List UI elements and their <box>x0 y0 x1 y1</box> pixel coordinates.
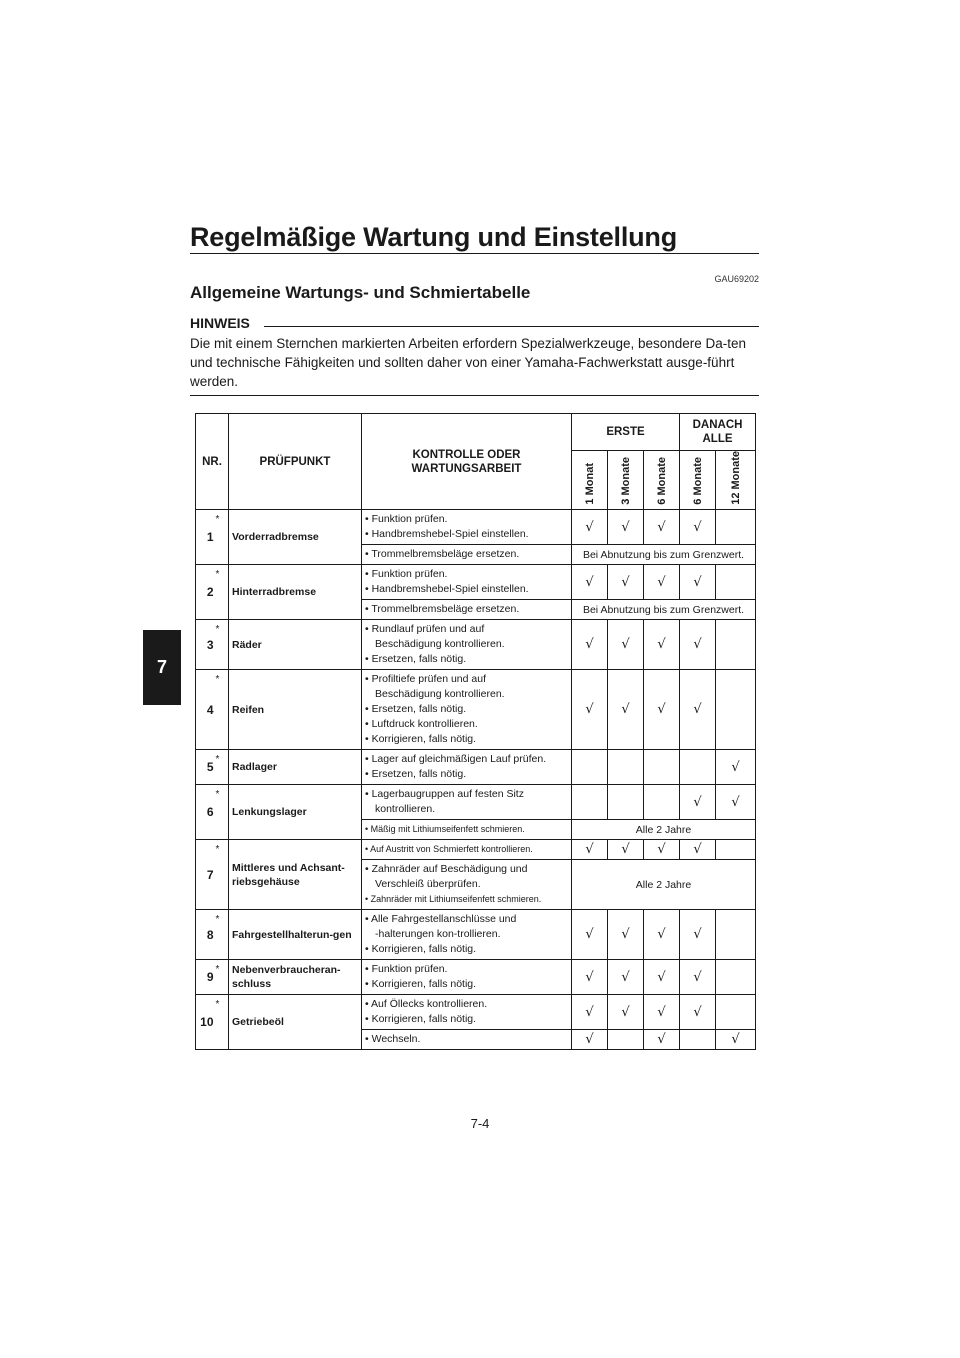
interval-note: Bei Abnutzung bis zum Grenzwert. <box>572 600 756 620</box>
header-nr: NR. <box>196 414 229 510</box>
empty-cell <box>572 785 608 820</box>
check-mark: √ <box>608 840 644 860</box>
check-mark: √ <box>572 565 608 600</box>
check-mark: √ <box>680 510 716 545</box>
row-actions <box>362 1030 572 1050</box>
action-line: • Ersetzen, falls nötig. <box>365 768 467 780</box>
row-actions <box>362 600 572 620</box>
empty-cell <box>644 785 680 820</box>
row-number: 1 <box>196 510 216 565</box>
check-mark: √ <box>644 565 680 600</box>
check-mark: √ <box>608 995 644 1030</box>
row-asterisk: * <box>216 960 229 995</box>
check-mark: √ <box>680 960 716 995</box>
title-rule <box>190 253 759 254</box>
action-line: • Alle Fahrgestellanschlüsse und <box>365 913 517 925</box>
check-mark: √ <box>680 620 716 670</box>
check-mark: √ <box>716 1030 756 1050</box>
action-line: • Lager auf gleichmäßigen Lauf prüfen. <box>365 753 547 765</box>
check-mark: √ <box>572 620 608 670</box>
check-mark: √ <box>572 995 608 1030</box>
row-asterisk: * <box>216 995 229 1050</box>
empty-cell <box>716 670 756 750</box>
action-line: • Luftdruck kontrollieren. <box>365 718 478 730</box>
table-row <box>196 565 756 600</box>
check-mark: √ <box>608 960 644 995</box>
header-interval: 3 Monate <box>608 451 644 510</box>
table-row <box>196 995 756 1030</box>
action-line: • Funktion prüfen. <box>365 963 448 975</box>
check-mark: √ <box>644 960 680 995</box>
check-mark: √ <box>644 840 680 860</box>
empty-cell <box>716 565 756 600</box>
row-asterisk: * <box>216 565 229 620</box>
row-number: 8 <box>196 910 216 960</box>
row-asterisk: * <box>216 840 229 910</box>
check-mark: √ <box>680 840 716 860</box>
header-item: PRÜFPUNKT <box>229 414 362 510</box>
note-heading: HINWEIS <box>190 315 250 331</box>
check-mark: √ <box>608 565 644 600</box>
check-mark: √ <box>680 785 716 820</box>
check-mark: √ <box>572 1030 608 1050</box>
row-item: Nebenverbraucheran-schluss <box>229 960 362 995</box>
action-line: • Wechseln. <box>365 1033 421 1045</box>
reference-code: GAU69202 <box>714 274 759 284</box>
header-then: DANACH ALLE <box>680 414 756 451</box>
header-interval: 6 Monate <box>680 451 716 510</box>
action-line: • Trommelbremsbeläge ersetzen. <box>365 603 520 615</box>
action-line: Beschädigung kontrollieren. <box>375 638 505 650</box>
action-line: • Ersetzen, falls nötig. <box>365 653 467 665</box>
check-mark: √ <box>644 620 680 670</box>
table-row <box>196 620 756 670</box>
action-line: • Korrigieren, falls nötig. <box>365 978 477 990</box>
action-line: Verschleiß überprüfen. <box>375 878 481 890</box>
header-action: KONTROLLE ODER WARTUNGSARBEIT <box>362 414 572 510</box>
row-number: 9 <box>196 960 216 995</box>
action-line: • Handbremshebel-Spiel einstellen. <box>365 583 529 595</box>
row-number: 3 <box>196 620 216 670</box>
check-mark: √ <box>572 670 608 750</box>
note-body: Die mit einem Sternchen markierten Arbeiten erfordern Spezialwerkzeuge, besondere Da-ten und technische Fähigkeiten und sollten daher von einer Yamaha-Fachwerkstatt ausge-führt werden. <box>190 336 747 389</box>
row-number: 2 <box>196 565 216 620</box>
header-first: ERSTE <box>572 414 680 451</box>
empty-cell <box>608 1030 644 1050</box>
chapter-tab: 7 <box>143 630 181 705</box>
table-row <box>196 750 756 785</box>
check-mark: √ <box>608 620 644 670</box>
check-mark: √ <box>572 960 608 995</box>
empty-cell <box>680 1030 716 1050</box>
check-mark: √ <box>644 995 680 1030</box>
check-mark: √ <box>680 910 716 960</box>
maintenance-table-body <box>196 510 756 1050</box>
row-asterisk: * <box>216 910 229 960</box>
row-actions <box>362 670 572 750</box>
row-actions <box>362 750 572 785</box>
action-line: • Rundlauf prüfen und auf <box>365 623 485 635</box>
maintenance-table <box>195 413 756 1050</box>
row-item: Fahrgestellhalterun-gen <box>229 910 362 960</box>
empty-cell <box>608 750 644 785</box>
check-mark: √ <box>680 670 716 750</box>
check-mark: √ <box>716 750 756 785</box>
action-line: • Zahnräder mit Lithiumseifenfett schmieren. <box>365 894 542 904</box>
interval-note: Bei Abnutzung bis zum Grenzwert. <box>572 545 756 565</box>
row-actions <box>362 960 572 995</box>
row-actions <box>362 545 572 565</box>
check-mark: √ <box>680 565 716 600</box>
row-asterisk: * <box>216 620 229 670</box>
row-item: Mittleres und Achsant-riebsgehäuse <box>229 840 362 910</box>
action-line: • Funktion prüfen. <box>365 513 448 525</box>
note-rule <box>264 326 759 327</box>
action-line: • Lagerbaugruppen auf festen Sitz <box>365 788 524 800</box>
action-line: • Profiltiefe prüfen und auf <box>365 673 487 685</box>
action-line: • Handbremshebel-Spiel einstellen. <box>365 528 529 540</box>
action-line: • Auf Öllecks kontrollieren. <box>365 998 488 1010</box>
header-interval: 6 Monate <box>644 451 680 510</box>
check-mark: √ <box>644 910 680 960</box>
row-actions <box>362 840 572 860</box>
interval-note: Alle 2 Jahre <box>572 820 756 840</box>
row-actions <box>362 995 572 1030</box>
check-mark: √ <box>572 840 608 860</box>
row-item: Radlager <box>229 750 362 785</box>
row-actions <box>362 510 572 545</box>
check-mark: √ <box>608 910 644 960</box>
row-number: 7 <box>196 840 216 910</box>
check-mark: √ <box>572 910 608 960</box>
row-actions <box>362 565 572 600</box>
row-actions <box>362 785 572 820</box>
action-line: • Korrigieren, falls nötig. <box>365 733 477 745</box>
table-row <box>196 960 756 995</box>
empty-cell <box>608 785 644 820</box>
row-number: 4 <box>196 670 216 750</box>
action-line: • Korrigieren, falls nötig. <box>365 943 477 955</box>
row-actions <box>362 860 572 910</box>
row-number: 5 <box>196 750 216 785</box>
row-item: Lenkungslager <box>229 785 362 840</box>
check-mark: √ <box>716 785 756 820</box>
check-mark: √ <box>644 670 680 750</box>
empty-cell <box>644 750 680 785</box>
row-asterisk: * <box>216 785 229 840</box>
empty-cell <box>716 910 756 960</box>
table-row <box>196 510 756 545</box>
empty-cell <box>716 960 756 995</box>
action-line: • Trommelbremsbeläge ersetzen. <box>365 548 520 560</box>
action-line: Beschädigung kontrollieren. <box>375 688 505 700</box>
check-mark: √ <box>572 510 608 545</box>
empty-cell <box>680 750 716 785</box>
row-item: Reifen <box>229 670 362 750</box>
row-item: Vorderradbremse <box>229 510 362 565</box>
empty-cell <box>716 840 756 860</box>
empty-cell <box>716 510 756 545</box>
action-line: • Mäßig mit Lithiumseifenfett schmieren. <box>365 824 525 834</box>
action-line: • Korrigieren, falls nötig. <box>365 1013 477 1025</box>
row-item: Hinterradbremse <box>229 565 362 620</box>
check-mark: √ <box>608 510 644 545</box>
action-line: kontrollieren. <box>375 803 436 815</box>
action-line: • Zahnräder auf Beschädigung und <box>365 863 528 875</box>
empty-cell <box>572 750 608 785</box>
row-actions <box>362 910 572 960</box>
action-line: • Funktion prüfen. <box>365 568 448 580</box>
check-mark: √ <box>644 510 680 545</box>
section-title: Allgemeine Wartungs- und Schmiertabelle <box>190 283 531 302</box>
check-mark: √ <box>644 1030 680 1050</box>
header-interval: 1 Monat <box>572 451 608 510</box>
page-title: Regelmäßige Wartung und Einstellung <box>190 222 678 252</box>
row-number: 10 <box>196 995 216 1050</box>
row-item: Räder <box>229 620 362 670</box>
row-number: 6 <box>196 785 216 840</box>
check-mark: √ <box>680 995 716 1030</box>
row-asterisk: * <box>216 670 229 750</box>
action-line: • Ersetzen, falls nötig. <box>365 703 467 715</box>
table-row <box>196 910 756 960</box>
check-mark: √ <box>608 670 644 750</box>
table-row <box>196 785 756 820</box>
row-actions <box>362 820 572 840</box>
action-line: -halterungen kon-trollieren. <box>375 928 501 940</box>
action-line: • Auf Austritt von Schmierfett kontrollieren. <box>365 844 533 854</box>
row-asterisk: * <box>216 510 229 565</box>
table-row <box>196 840 756 860</box>
empty-cell <box>716 620 756 670</box>
note-end-rule <box>190 395 759 396</box>
table-row <box>196 670 756 750</box>
row-item: Getriebeöl <box>229 995 362 1050</box>
row-actions <box>362 620 572 670</box>
row-asterisk: * <box>216 750 229 785</box>
page-number: 7-4 <box>470 1116 490 1131</box>
interval-note: Alle 2 Jahre <box>572 860 756 910</box>
empty-cell <box>716 995 756 1030</box>
header-interval: 12 Monate <box>716 451 756 510</box>
